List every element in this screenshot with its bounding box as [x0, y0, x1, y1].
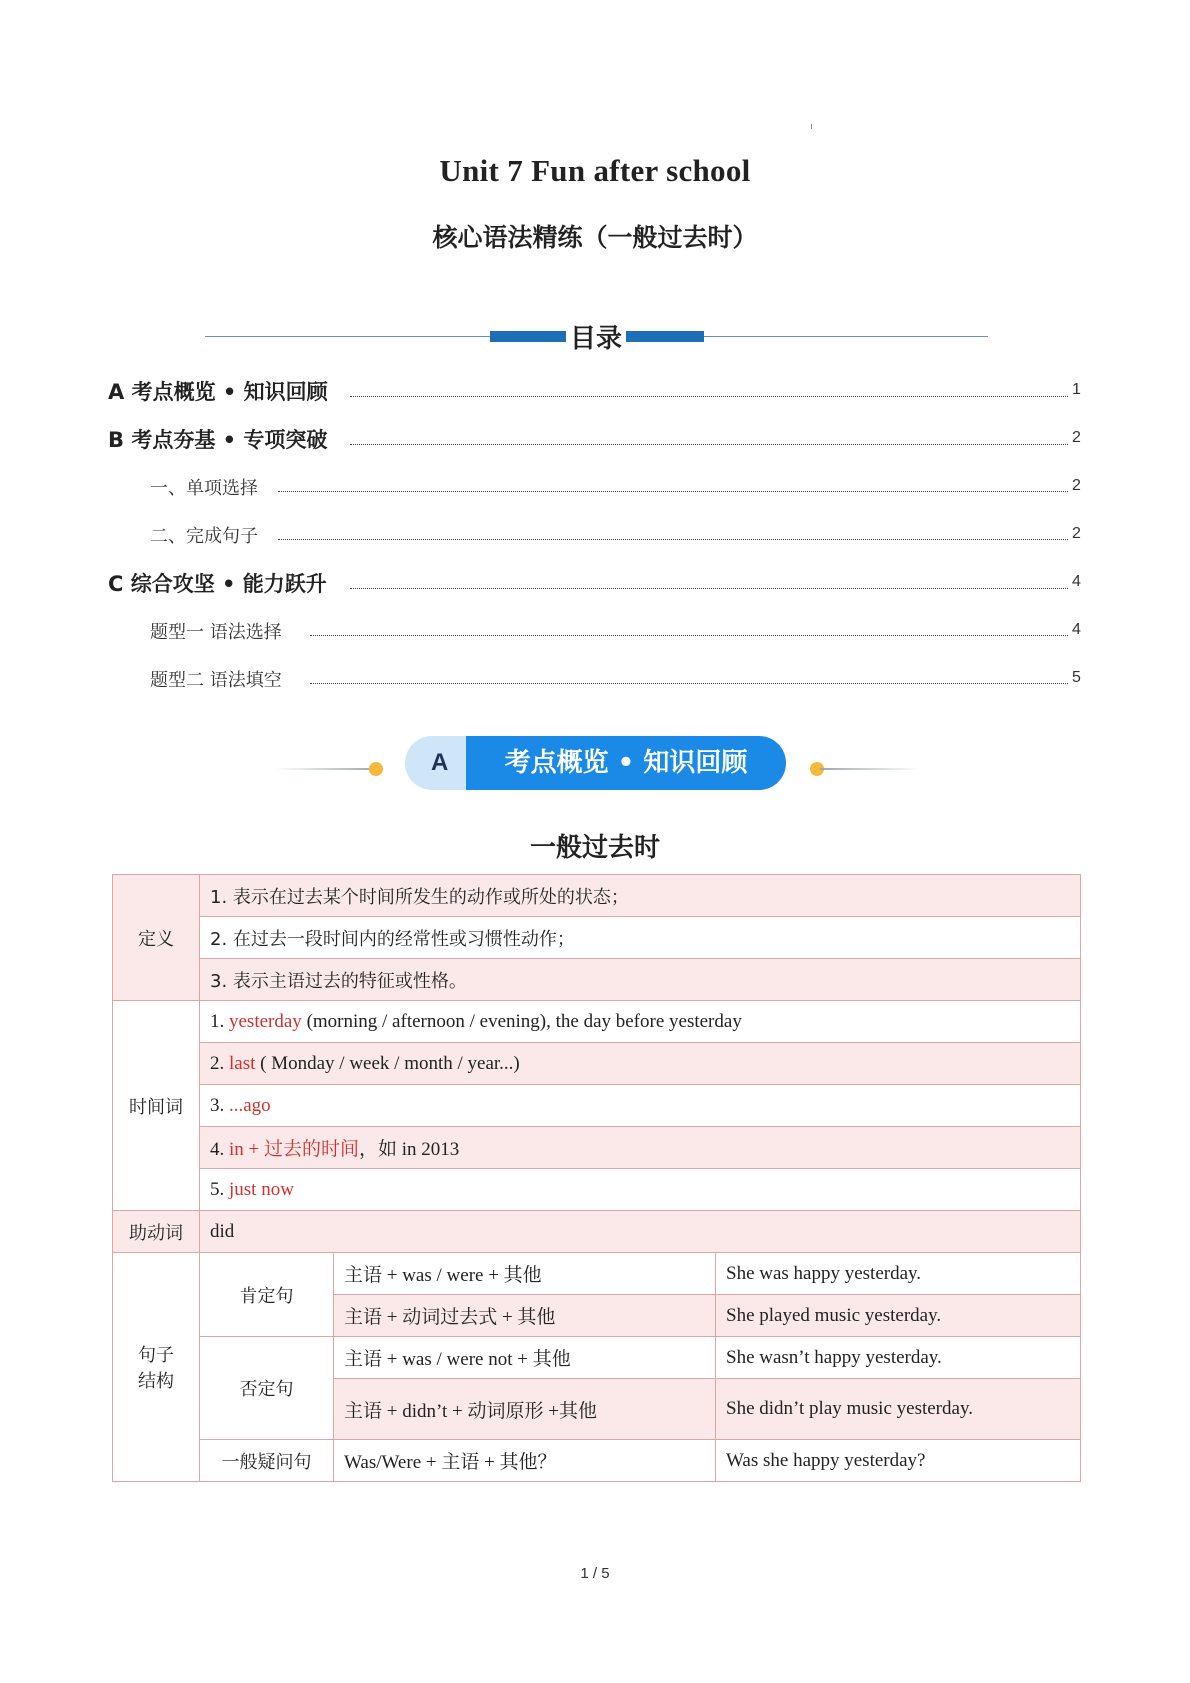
toc-entry[interactable]	[0, 568, 1190, 598]
toc-divider-left	[205, 336, 490, 337]
toc-entry[interactable]	[0, 666, 1190, 696]
toc-leader-dots	[310, 683, 1068, 684]
toc-entry[interactable]	[0, 474, 1190, 504]
toc-entry-page: 2	[1072, 429, 1081, 446]
table-row	[113, 1127, 1081, 1169]
definition-item: 1. 表示在过去某个时间所发生的动作或所处的状态；	[200, 875, 1081, 917]
table-row	[113, 875, 1081, 917]
toc-leader-dots	[350, 396, 1068, 397]
section-heading: 一般过去时	[529, 833, 660, 863]
toc-leader-dots	[278, 491, 1068, 492]
table-row	[113, 1085, 1081, 1127]
toc-entry-label: 一、单项选择	[150, 478, 258, 499]
question-label: 一般疑问句	[200, 1440, 334, 1482]
toc-entry[interactable]	[0, 424, 1190, 454]
corner-mark	[811, 124, 812, 129]
table-row	[113, 1043, 1081, 1085]
auxiliary-value: did	[200, 1211, 1081, 1253]
definition-item: 2. 在过去一段时间内的经常性或习惯性动作；	[200, 917, 1081, 959]
row-label-auxiliary: 助动词	[113, 1211, 200, 1253]
toc-bar-left	[490, 331, 566, 342]
row-label-structure: 句子 结构	[113, 1253, 200, 1482]
pattern-cell: 主语 + didn’t + 动词原形 +其他	[334, 1379, 716, 1440]
toc-entry-page: 2	[1072, 477, 1081, 494]
negative-label: 否定句	[200, 1337, 334, 1440]
document-subtitle: 核心语法精练（一般过去时）	[432, 223, 758, 252]
toc-entry-label: 题型一 语法选择	[150, 622, 282, 643]
row-label-time-words: 时间词	[113, 1001, 200, 1211]
toc-entry-label: B 考点夯基 • 专项突破	[108, 428, 328, 452]
table-row	[113, 1253, 1081, 1295]
example-cell: Was she happy yesterday?	[716, 1440, 1081, 1482]
toc-divider-right	[704, 336, 988, 337]
table-row	[113, 1169, 1081, 1211]
banner-line-left	[275, 768, 375, 770]
time-word-item: 1. yesterday (morning / afternoon / evening), the day before yesterday	[200, 1001, 1081, 1043]
toc-entry-label: A 考点概览 • 知识回顾	[108, 380, 328, 404]
time-word-item: 5. just now	[200, 1169, 1081, 1211]
example-cell: She was happy yesterday.	[716, 1253, 1081, 1295]
example-cell: She wasn’t happy yesterday.	[716, 1337, 1081, 1379]
affirmative-label: 肯定句	[200, 1253, 334, 1337]
pattern-cell: Was/Were + 主语 + 其他？	[334, 1440, 716, 1482]
toc-entry-label: C 综合攻坚 • 能力跃升	[108, 572, 327, 596]
toc-entry-page: 1	[1072, 381, 1081, 398]
toc-bar-right	[626, 331, 704, 342]
toc-heading: 目录	[569, 324, 622, 354]
banner-section-letter: A	[405, 736, 495, 790]
toc-leader-dots	[310, 635, 1068, 636]
pattern-cell: 主语 + was / were not + 其他	[334, 1337, 716, 1379]
example-cell: She didn’t play music yesterday.	[716, 1379, 1081, 1440]
row-label-definition: 定义	[113, 875, 200, 1001]
pattern-cell: 主语 + was / were + 其他	[334, 1253, 716, 1295]
table-row	[113, 917, 1081, 959]
toc-entry[interactable]	[0, 376, 1190, 406]
toc-leader-dots	[278, 539, 1068, 540]
toc-entry-page: 4	[1072, 621, 1081, 638]
grammar-table	[112, 874, 1081, 1482]
toc-entry-page: 4	[1072, 573, 1081, 590]
banner-line-right	[820, 768, 920, 770]
pattern-cell: 主语 + 动词过去式 + 其他	[334, 1295, 716, 1337]
table-row	[113, 1211, 1081, 1253]
table-row	[113, 1337, 1081, 1379]
time-word-item: 2. last ( Monday / week / month / year...)	[200, 1043, 1081, 1085]
banner-section-title: 考点概览 • 知识回顾	[466, 736, 786, 790]
example-cell: She played music yesterday.	[716, 1295, 1081, 1337]
definition-item: 3. 表示主语过去的特征或性格。	[200, 959, 1081, 1001]
table-row	[113, 1440, 1081, 1482]
toc-entry-label: 二、完成句子	[150, 526, 258, 547]
page-indicator: 1 / 5	[580, 1565, 610, 1582]
toc-entry-page: 2	[1072, 525, 1081, 542]
document-title: Unit 7 Fun after school	[439, 153, 751, 188]
toc-leader-dots	[350, 444, 1068, 445]
toc-entry[interactable]	[0, 618, 1190, 648]
toc-leader-dots	[350, 588, 1068, 589]
toc-entry-page: 5	[1072, 669, 1081, 686]
toc-entry-label: 题型二 语法填空	[150, 670, 282, 691]
time-word-item: 3. ...ago	[200, 1085, 1081, 1127]
toc-entry[interactable]	[0, 522, 1190, 552]
table-row	[113, 1001, 1081, 1043]
table-row	[113, 959, 1081, 1001]
time-word-item: 4. in + 过去的时间，如 in 2013	[200, 1127, 1081, 1169]
banner-dot-left	[369, 762, 383, 776]
